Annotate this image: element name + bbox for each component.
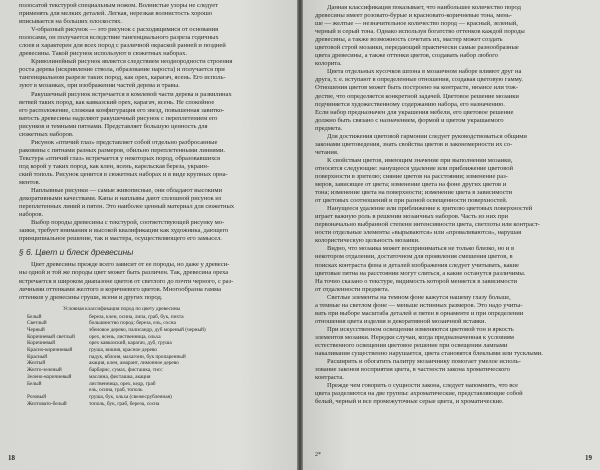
text-line: Нанущееся удаление или приближение к зрителю цветовых поверхностей [327,205,533,213]
text-line: меров, зависящее от цвета; изменение цвета на фоне других цветов и [315,181,507,189]
text-line: декоративными качествами. Капы и наплывы дают сплошной рисунок из [19,195,222,203]
text-line: зуют в мозаиках, при изображении частей дерева и травы. [19,82,180,90]
text-line: ности отдельные элементы «вырываются» или «проваливаются», нарушая [315,229,522,237]
table-cell-species: акация, клен, амарант, лимонное дерево [89,360,179,367]
table-cell-species: береза, клен, осина, липа, граб, бук, пихта [89,313,184,320]
text-line: накаливания существенно нарушается, цвета становятся блеклыми или тусклыми. [315,350,543,358]
table-row [27,347,287,354]
table-body [27,314,287,408]
color-classification-table [27,306,287,408]
page-number-left: 18 [8,454,15,462]
table-row [27,354,287,361]
table-row [27,394,287,401]
table-cell-species: эбеновое дерево, палисандр, дуб мореный (черный) [89,327,206,334]
table-cell-color: Красно-коричневый [27,347,73,354]
text-line: играет важную роль в решении мозаичных наборов. Часть из них при [315,213,508,221]
text-line: древесины. Такой рисунок используют в сюжетных наборах. [19,50,188,58]
text-line: оттенков у древесины груши, ясеня и других пород. [19,293,163,301]
text-line: вписывается на больших плоскостях. [19,18,123,26]
section-heading: § 6. Цвет и блеск древесины [19,247,134,258]
table-cell-species: орех, ясень, лиственница, ольха [89,333,161,340]
table-row [27,381,287,388]
text-line: цветовые пятна на расстоянии могут слиться, а какие останутся различимы. [315,269,526,277]
text-line: предмета. [315,124,343,132]
text-line: должно быть связано с назначением, формой и цветом украшаемого [315,116,504,124]
text-line: ский тополь. Рисунок ценится в сюжетных наборах и в виде крупных орна- [19,170,228,178]
table-cell-color: Желтовато-белый [27,400,67,407]
text-line: На точно сказано о текстуре, видимость которой меняется в зависимости [315,277,517,285]
table-cell-color: Белый [27,313,42,320]
right-page-paragraphs [315,4,590,406]
table-cell-species: маслина, фисташка, акация [89,373,151,380]
text-line: полосами, он получается вследствие тангенциального разреза годичных [19,34,219,42]
text-line: элементов мозаики. Нередки случаи, когда предназначенная к условиям [315,333,514,341]
table-cell-color: Красный [27,353,48,360]
text-line: подчиняется художественному содержанию набора, его назначению. [315,100,505,108]
right-page-text [315,4,590,406]
text-line: личными оттенками желтого и коричневого цветов. Многообразна гамма [19,285,222,293]
text-line: древесины имеет розовато-бурые и красновато-коричневые тона, мень- [315,12,512,20]
text-line: тангенциальном разрезе таких пород, как орех, карагач, ясень. Его исполь- [19,74,226,82]
table-cell-species: большинство пород: береза, ель, сосна [89,320,176,327]
text-line: зование законов восприятия цвета, в частности закона хроматического [315,366,511,374]
text-line: колористическую цельность мозаики. [315,237,420,245]
text-line: от цветовых соотношений и при разной освещенности поверхностей. [315,197,508,205]
text-line: Наплывные рисунки — самые живописные, они обладают высокими [31,187,222,195]
left-page-color-paragraph [19,261,287,301]
text-line: ватость древесины наделяют ракушечный рисунок с переплетением его [19,114,218,122]
text-line: некотором отдалении, достаточном для проявления смешения цветов, в [315,253,513,261]
table-row [27,314,287,321]
text-line: от отдаленности предмета. [315,285,390,293]
text-line: относятся следующие: нанущееся удаление или приближение цветовой [315,164,514,172]
table-cell-color: Светлый [27,320,47,327]
table-cell-color: Зелено-коричневый [27,373,72,380]
text-line: Текстура «птичий глаз» встречается у некоторых пород, образовавшихся [19,154,220,162]
table-cell-color: Коричневый светлый [27,333,75,340]
signature-mark: 2* [315,452,321,458]
text-line: применять для мелких деталей. Легкая, нерезкая волнистость хорошо [19,10,213,18]
text-line: тона; изменение цвета на поверхности; изменение цвета в зависимости [315,189,512,197]
text-line: четания. [315,148,339,156]
text-line: наборов. [19,211,44,219]
text-line: первоначально выбранной степени интенсивности цвета, светлоты или контраст- [315,221,540,229]
text-line: Для достижения цветовой гармонии следует руководствоваться общими [327,132,527,140]
table-row [27,360,287,367]
table-cell-species: барбарис, сумах, фисташка, тисс [89,367,163,374]
text-line: Цвета отдельных кусочков шпона в мозаичном наборе влияют друг на [327,68,522,76]
text-line: К свойствам цветов, имеющим значение при выполнении мозаики, [327,156,513,164]
text-line: ветвей таких пород, как кавказский орех, карагач, ясень. Не спокойное [19,98,215,106]
table-cell-species: орех кавказский, карагач, дуб, груша [89,340,172,347]
text-line: вать при выборе масштаба деталей и пятен в орнаменте и при определении [315,309,524,317]
text-line: полосатой текстурой специальным ножом. Волнистые узоры не следует [19,2,218,9]
left-page [0,0,297,470]
table-row [27,340,287,347]
table-row [27,367,287,374]
text-line: ментов. [19,179,41,187]
left-page-paragraphs [19,2,287,243]
text-line: а темные на светлом фоне — меньше истинных размеров. Это надо учиты- [315,301,523,309]
text-line: друга, т. е. вступают в определенные отношения, создавая цветовую гамму. [315,76,523,84]
table-row [27,387,287,394]
table-row [27,334,287,341]
text-line: Рисунок «птичий глаз» представляет собой отдельно разбросанные [31,138,218,146]
text-line: цветовой строй мозаики, передающий практически самые разнообразные [315,44,519,52]
text-line: роста дерева (искривление ствола, образование нароста) и получается при [19,66,225,74]
text-line: переплетенных линий и пятен. Это наиболее ценный материал для сюжетных [19,203,235,211]
text-line: Ракушечный рисунок встречается в комлевой части дерева и развилинах [31,90,232,98]
table-title: Условная классификация пород по цвету древесины [63,305,181,312]
text-line: Данная классификация показывает, что наибольшее количество пород [327,4,521,11]
text-line: поверхности в зрителю; сияние цветов на расстоянии; изменение раз- [315,172,508,180]
text-line: Выбор породы древесины с текстурой, соответствующей рисунку мо- [31,219,225,227]
table-cell-color: Черный [27,327,45,334]
text-line: цвета разделяются на две группы: ахроматические, представляющие собой [315,390,523,398]
text-line: цвета древесины, а также оттенки цветов, создавать набор любого [315,52,498,60]
text-line: белый, черный и все промежуточные серые цвета, и хроматические. [315,398,504,406]
table-row [27,374,287,381]
text-line: Цвет древесины прежде всего зависит от ее породы, но даже у древеси- [31,261,230,269]
text-line: рисунков и темными пятнами. Представляет большую ценность для [19,122,208,130]
table-row [27,320,287,327]
text-line: встречается в широком диапазоне цветов от светлого до почти черного, с раз- [19,277,234,285]
text-line: При искусственном освещении изменяются цветовой тон и яркость [327,325,514,333]
table-row [27,401,287,408]
text-line: древесины, а также возможность сочетать их, мастер может создать [315,36,503,44]
text-line: ны одной и той же породы цвет может быть различен. Так, древесина ореха [19,269,229,277]
text-line: черный и серый тона. Однако используя богатство оттенков каждой породы [315,28,525,36]
left-page-text [19,2,287,407]
text-line: отношения цвета изделия и декоративной мозаичной вставки. [315,317,487,325]
text-line: под корой у таких пород, как клен, ясень, карельская береза, украин- [19,162,209,170]
table-cell-color: Коричневый [27,340,56,347]
table-cell-species: тополь, бук, граб, береза, сосна [89,400,160,407]
text-line: Светлые элементы на темном фоне кажутся нашему глазу больше, [327,293,511,301]
table-cell-species: падук, яблоня, махагони, бук пропаренный [89,353,186,360]
text-line: колорита. [315,60,342,68]
text-line: дестве, что определяется конкретной задачей. Цветовое решение мозаики [315,92,519,100]
right-page [303,0,600,470]
text-line: V-образный рисунок — это рисунок с расходящимися от основания [31,26,219,34]
table-cell-color: Желто-зеленый [27,367,62,374]
text-line: Криволинейный рисунок является следствием неоднородности строения [31,58,233,66]
text-line: законами цветоведения, знать свойства цветов и закономерности их со- [315,140,513,148]
text-line: сюжетных наборов. [19,130,74,138]
text-line: заики, требует внимания и высокой квалификации как художника, дающего [19,227,229,235]
table-cell-color: Розовый [27,393,47,400]
text-line: раковины с пятнами разных размеров, обильно переплетенными линиями. [19,146,225,154]
table-cell-species: груша, бук, ольха (свежесрубленная) [89,393,172,400]
text-line: ше — желтые — незначительное количество пород — красный, зеленый, [315,20,518,28]
text-line: контраста. [315,374,344,382]
table-cell-color: Желтый [27,360,46,367]
table-cell-species: лиственница, орех, кедр, граб [89,380,156,387]
text-line: Если набор предназначен для украшения мебели, его цветовое решение [315,108,514,116]
table-cell-species: груша, вишня, красное дерево [89,347,157,354]
page-number-right: 19 [585,454,592,462]
text-line: Прежде чем говорить о сущности закона, следует напомнить, что все [327,382,519,390]
table-cell-species: ель, осина, граб, тополь [89,387,143,394]
text-line: слоев и характерен для всех пород с различной окраской ранней и поздней [19,42,226,50]
table-cell-color: Белый [27,380,42,387]
text-line: Отношения цветов может быть построено на контрасте, нюансе или тож- [315,84,518,92]
text-line: принципиальное решение, так и мастера, осуществляющего его замысел. [19,235,222,243]
table-row [27,327,287,334]
text-line: естественного освещения цветовое решение при освещении лампами [315,341,508,349]
text-line: его расположение, сложная конфигурация его звезд, повышенная завитко- [19,106,225,114]
text-line: Расширить и обогатить палитру мозаичнику помогает умелое исполь- [327,358,521,366]
text-line: Видно, что мозаика может восприниматься не только близко, но и в [327,245,515,253]
text-line: поисках контраста фона и деталей изображения следует учитывать, какие [315,261,519,269]
